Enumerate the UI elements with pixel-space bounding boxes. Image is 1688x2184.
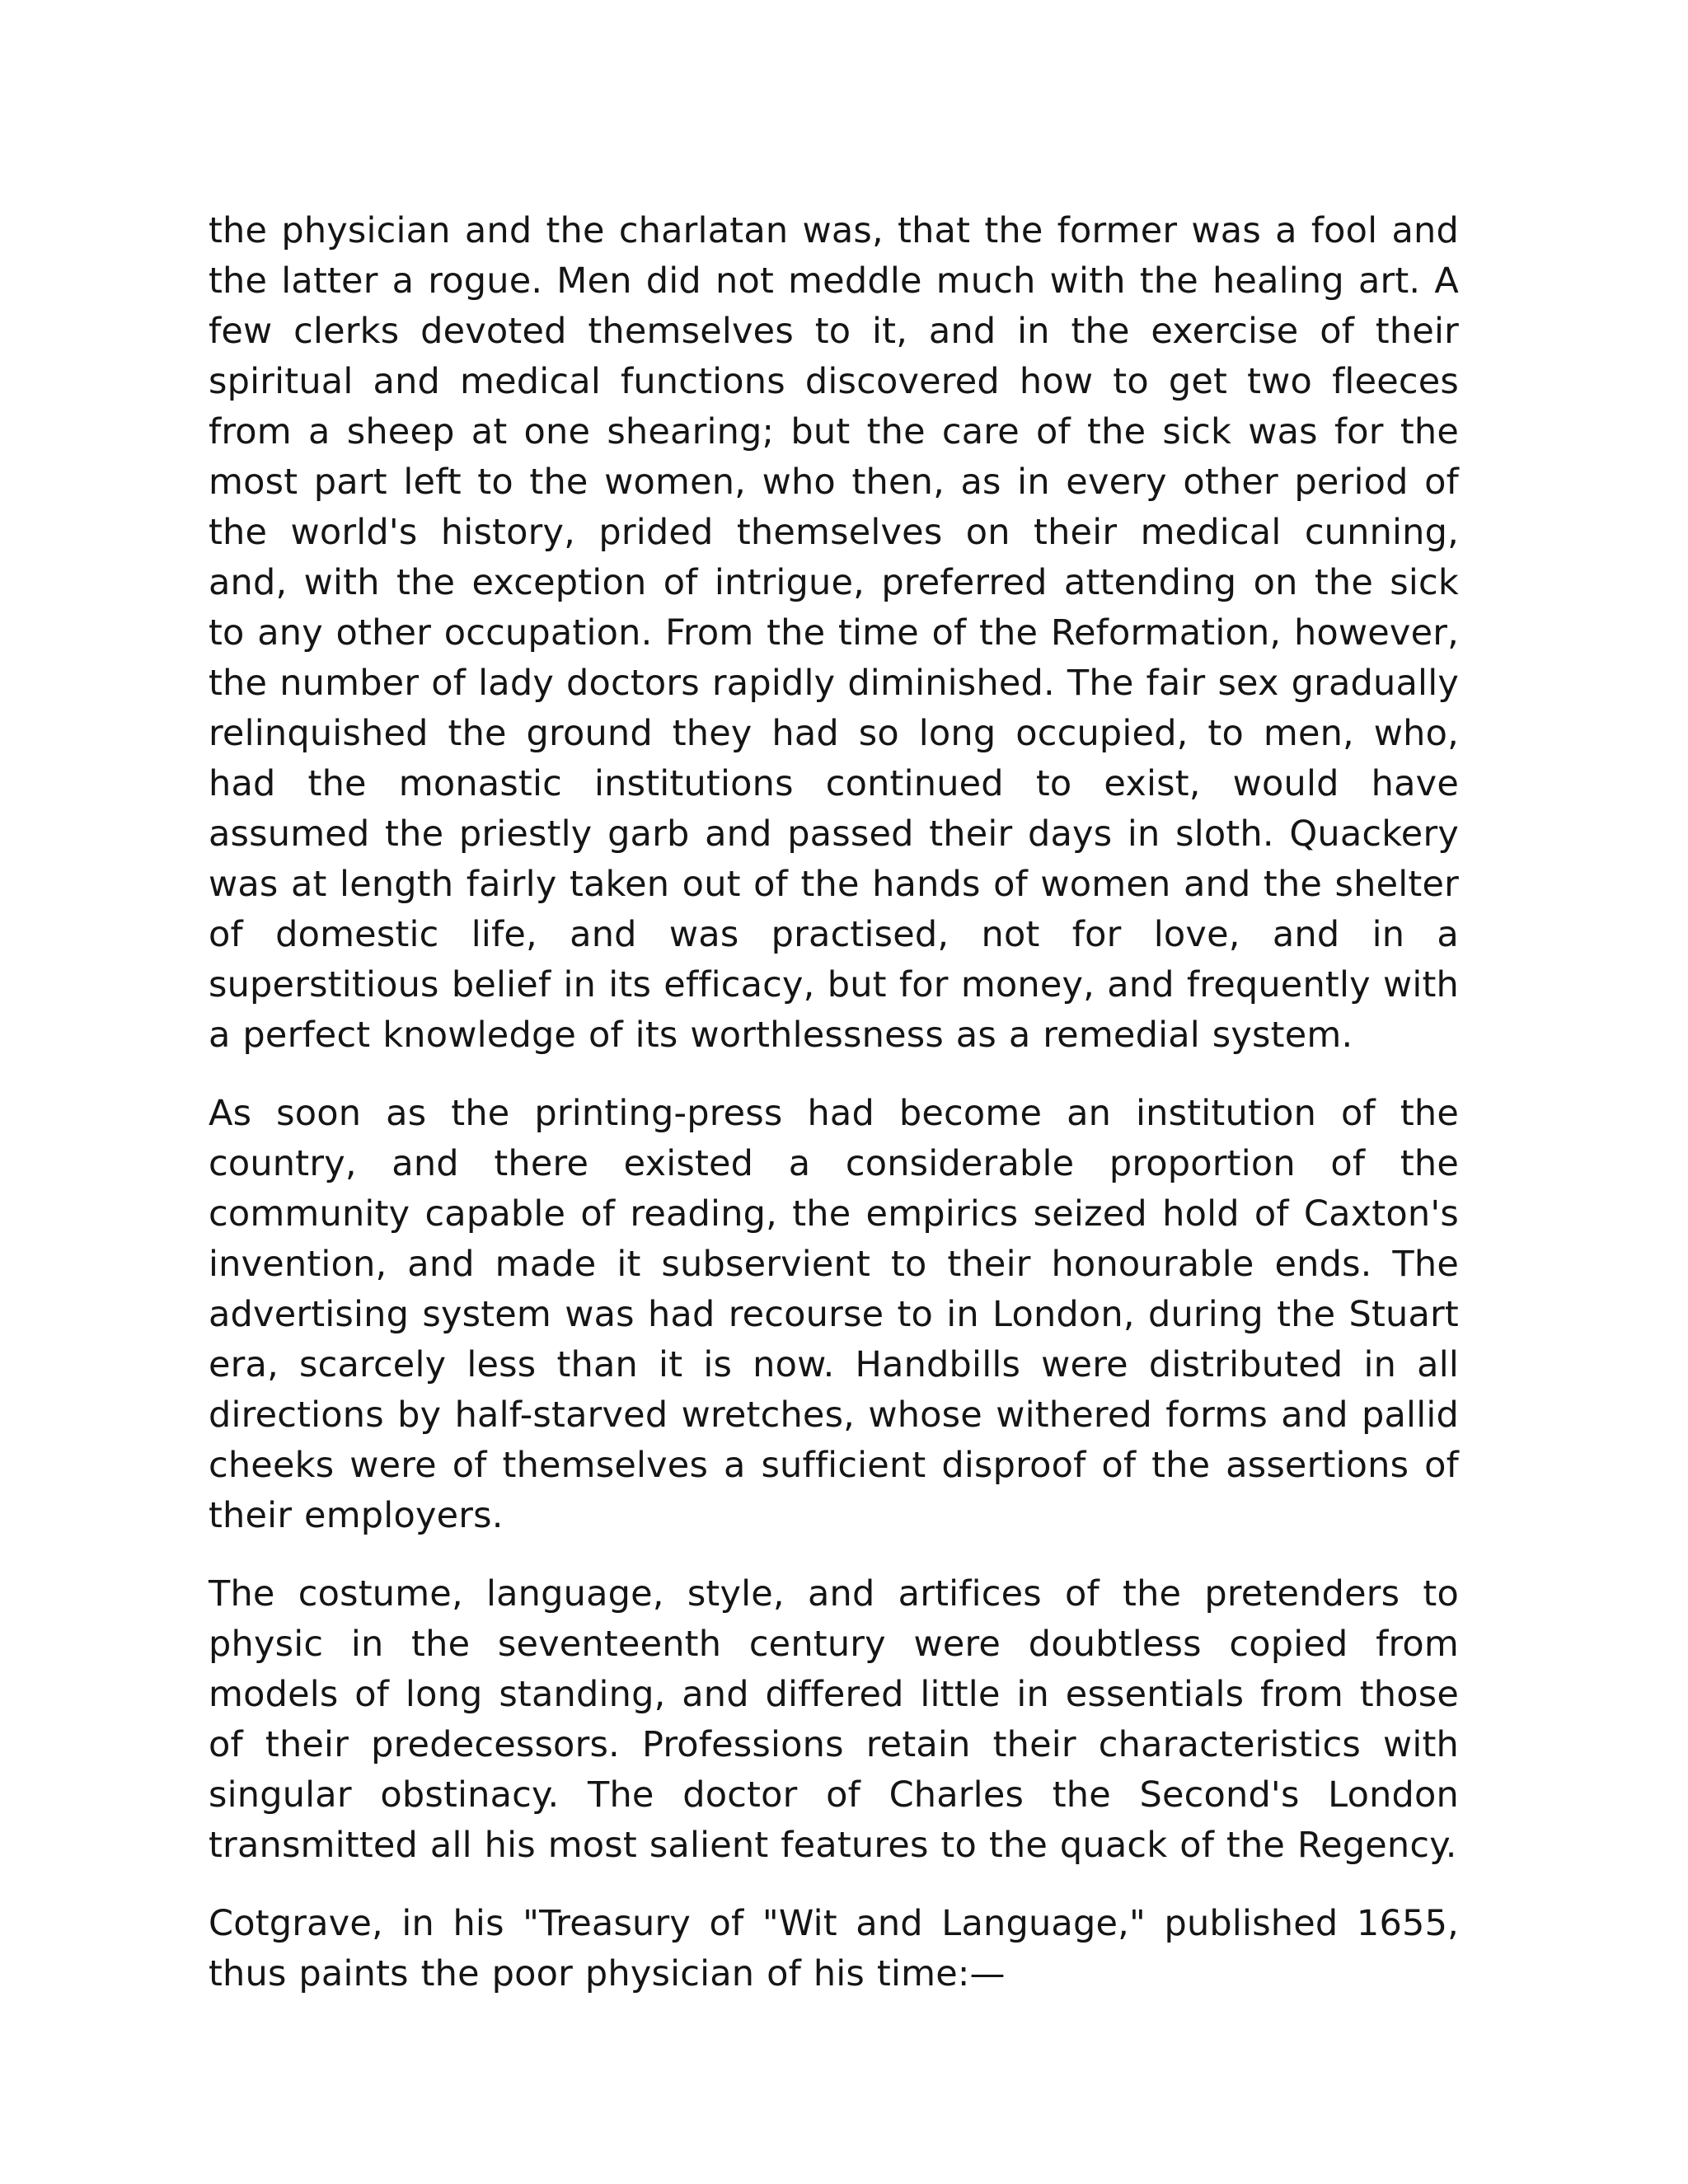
body-paragraph-1: the physician and the charlatan was, that the former was a fool and the latter a rogue. Men did not meddle much with the healing art. A few clerks devoted themselves to it, and in the exercise of their spiritual and medical functions discovered how to get two fleeces from a sheep at one shearing; but the care of the sick was for the most part left to the women, who then, as in every other period of the world's history, prided themselves on their medical cunning, and, with the exception of intrigue, preferred attending on the sick to any other occupation. From the time of the Reformation, however, the number of lady doctors rapidly diminished. The fair sex gradually relinquished the ground they had so long occupied, to men, who, had the monastic institutions continued to exist, would have assumed the priestly garb and passed their days in sloth. Quackery was at length fairly taken out of the hands of women and the shelter of domestic life, and was practised, not for love, and in a superstitious belief in its efficacy, but for money, and frequently with a perfect knowledge of its worthlessness as a remedial system. [209,210,1459,1056]
body-paragraph-3: The costume, language, style, and artifices of the pretenders to physic in the seventeenth century were doubtless copied from models of long standing, and differed little in essentials from those of their predecessors. Professions retain their characteristics with singular obstinacy. The doctor of Charles the Second's London transmitted all his most salient features to the quack of the Regency. [209,1573,1459,1866]
body-paragraph-4: Cotgrave, in his "Treasury of "Wit and Language," published 1655, thus paints the poor physician of his time:— [209,1903,1459,1994]
body-paragraph-2: As soon as the printing-press had become an institution of the country, and there existed a considerable proportion of the community capable of reading, the empirics seized hold of Caxton's invention, and made it subservient to their honourable ends. The advertising system was had recourse to in London, during the Stuart era, scarcely less than it is now. Handbills were distributed in all directions by half-starved wretches, whose withered forms and pallid cheeks were of themselves a sufficient disproof of the assertions of their employers. [209,1093,1459,1536]
